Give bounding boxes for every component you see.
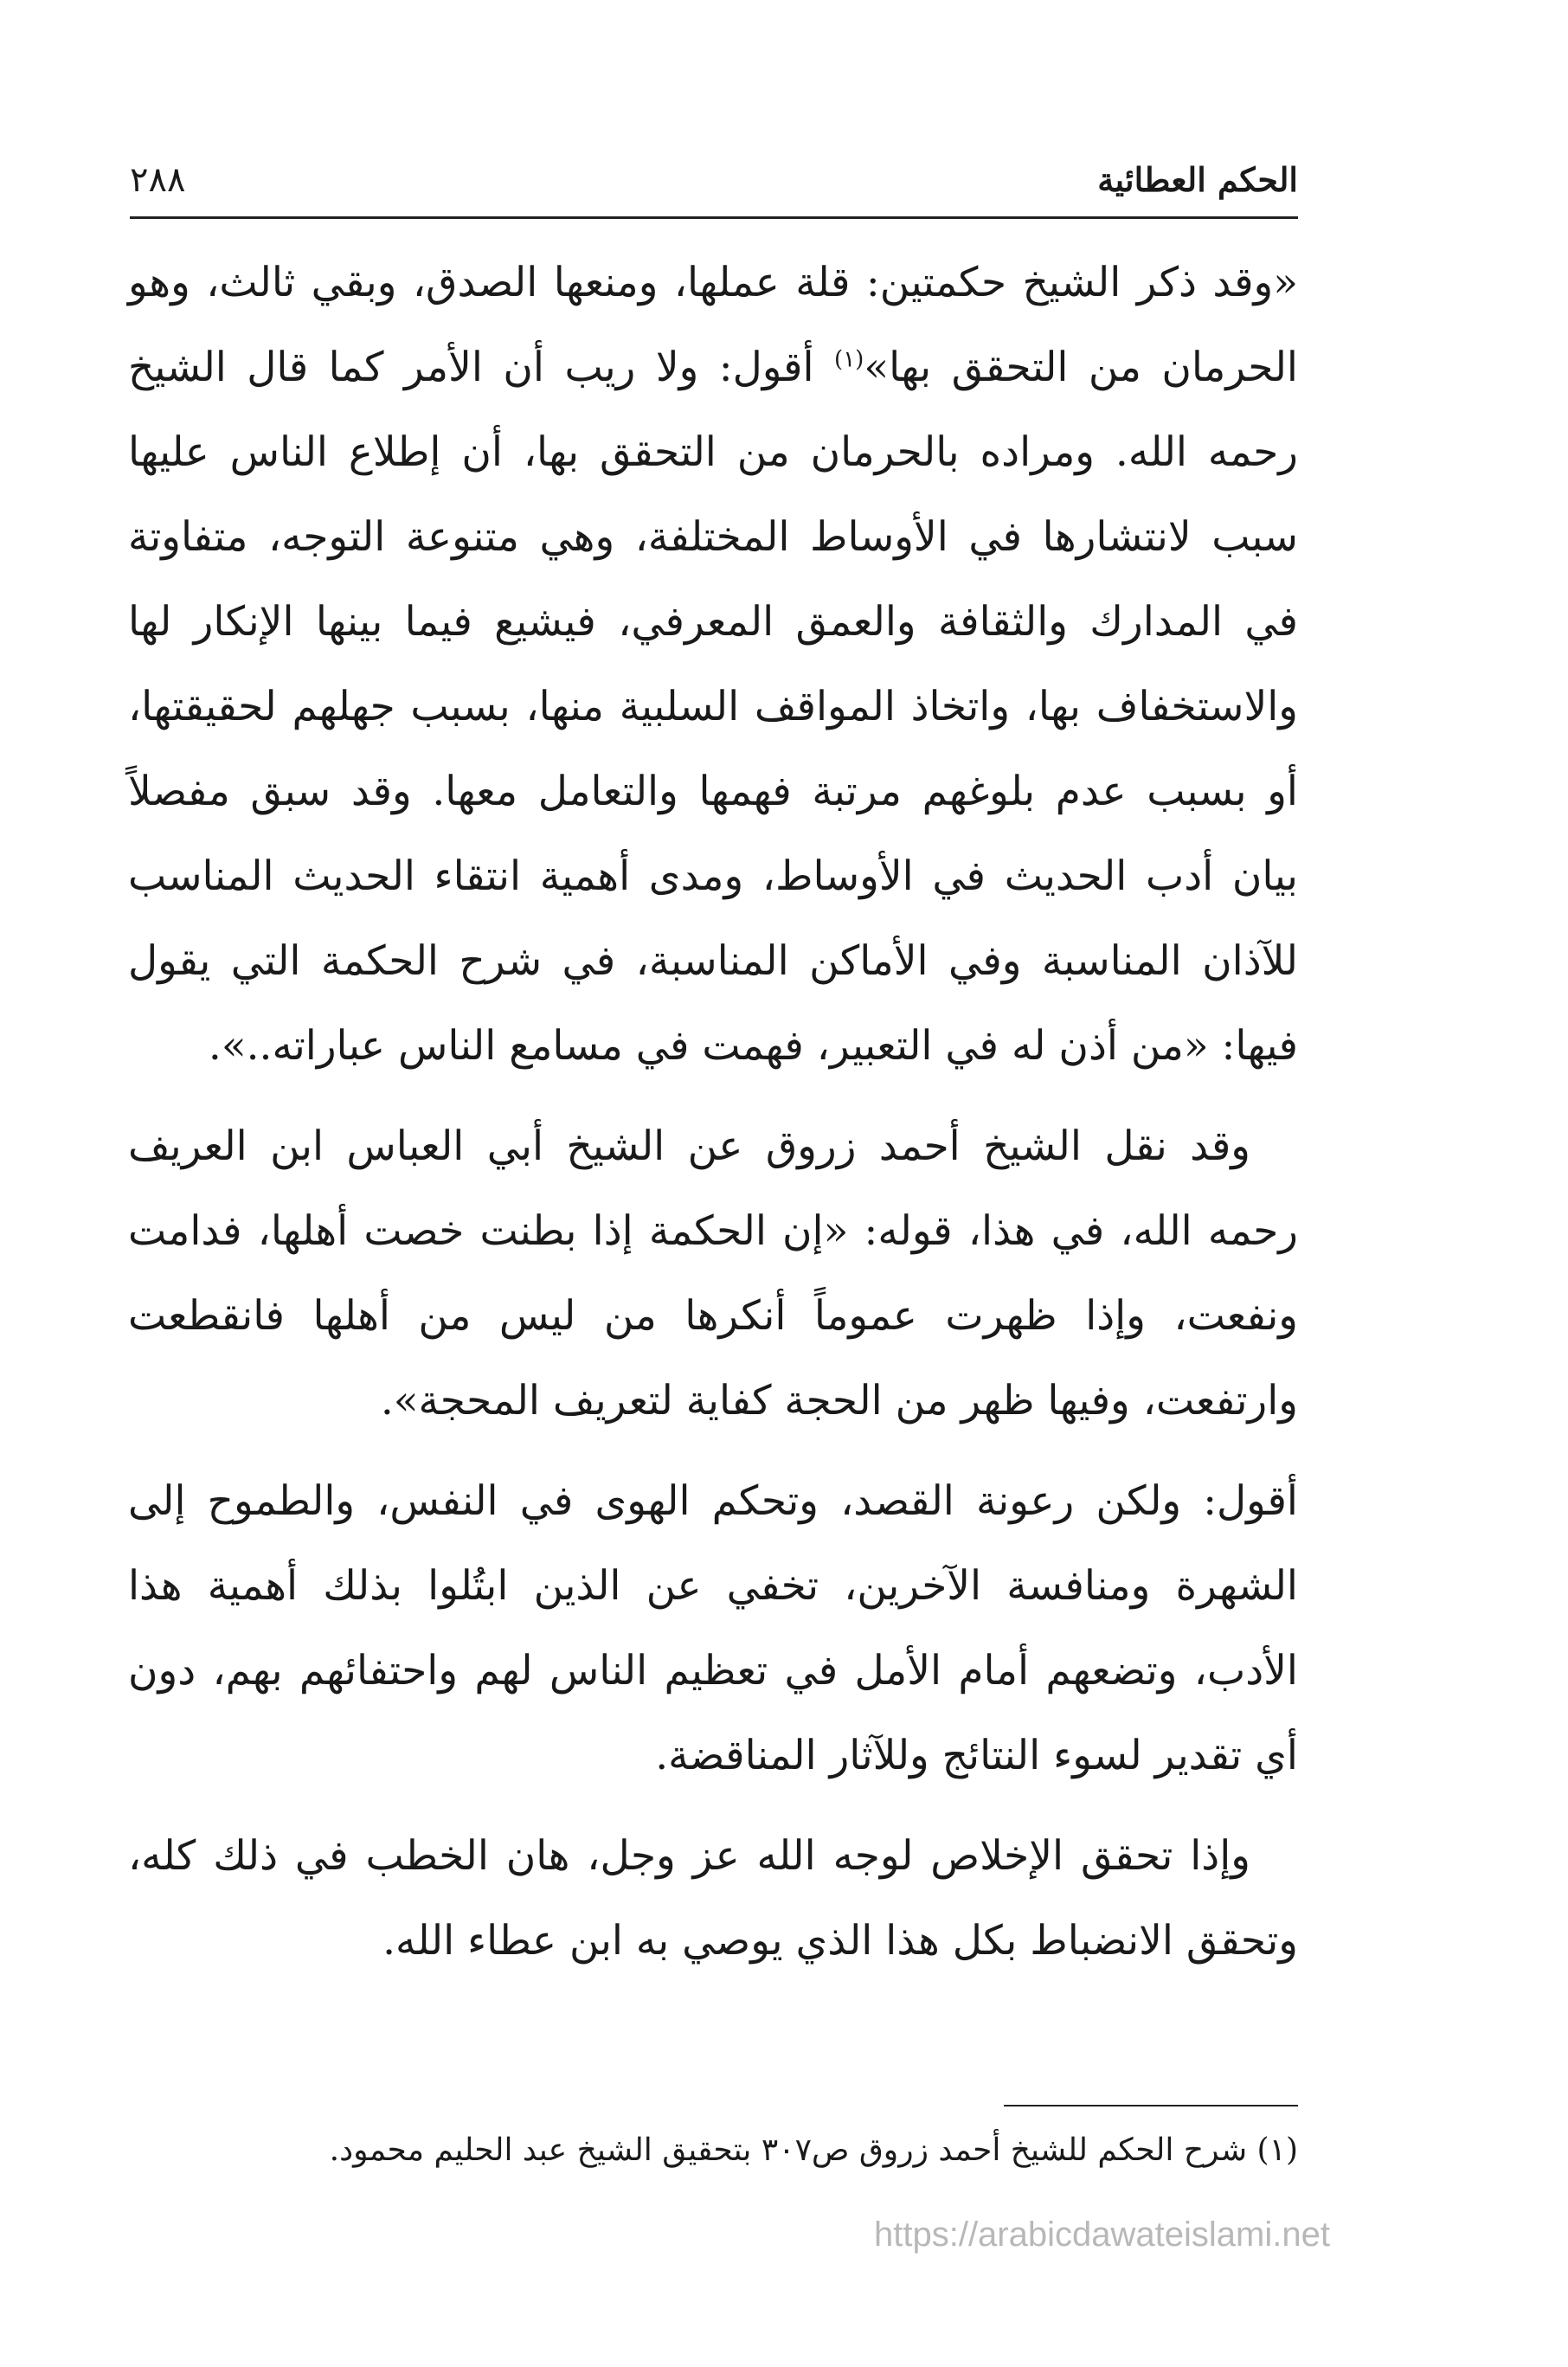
body-text — [128, 241, 1298, 1999]
watermark-url: https://arabicdawateislami.net — [874, 2216, 1330, 2254]
running-title: الحكم العطائية — [1097, 160, 1298, 199]
footnote-reference: (١) — [834, 346, 864, 373]
paragraph-1-quote: «وقد ذكر الشيخ حكمتين: قلة عملها، ومنعها الصدق، وبقي ثالث، وهو الحرمان من التحقق بها» — [128, 259, 1298, 391]
paragraph-3: أقول: ولكن رعونة القصد، وتحكم الهوى في النفس، والطموح إلى الشهرة ومنافسة الآخرين، تخفي عن الذين ابتُلوا بذلك أهمية هذا الأدب، وتضعهم أمام الأمل في تعظيم الناس لهم واحتفائهم بهم، دون أي تقدير لسوء النتائج وللآثار المناقضة. — [128, 1477, 1298, 1779]
footnote: (١) شرح الحكم للشيخ أحمد زروق ص٣٠٧ بتحقيق الشيخ عبد الحليم محمود. — [329, 2132, 1298, 2168]
paragraph-1 — [128, 241, 1298, 1089]
footnote-rule — [1004, 2105, 1298, 2107]
page-number: ٢٨٨ — [130, 160, 186, 200]
page-header — [130, 154, 1298, 215]
paragraph-4: وإذا تحقق الإخلاص لوجه الله عز وجل، هان الخطب في ذلك كله، وتحقق الانضباط بكل هذا الذي يوصي به ابن عطاء الله. — [128, 1832, 1298, 1965]
header-rule — [130, 216, 1298, 219]
paragraph-2: وقد نقل الشيخ أحمد زروق عن الشيخ أبي العباس ابن العريف رحمه الله، في هذا، قوله: «إن الحكمة إذا بطنت خصت أهلها، فدامت ونفعت، وإذا ظهرت عموماً أنكرها من ليس من أهلها فانقطعت وارتفعت، وفيها ظهر من الحجة كفاية لتعريف المحجة». — [128, 1122, 1298, 1425]
paragraph-1-text: أقول: ولا ريب أن الأمر كما قال الشيخ رحمه الله. ومراده بالحرمان من التحقق بها، أن إطلاع الناس عليها سبب لانتشارها في الأوساط المختلفة، وهي متنوعة التوجه، متفاوتة في المدارك والثقافة والعمق المعرفي، فيشيع فيما بينها الإنكار لها والاستخفاف بها، واتخاذ المواقف السلبية منها، بسبب جهلهم لحقيقتها، أو بسبب عدم بلوغهم مرتبة فهمها والتعامل معها. وقد سبق مفصلاً بيان أدب الحديث في الأوساط، ومدى أهمية انتقاء الحديث المناسب للآذان المناسبة وفي الأماكن المناسبة، في شرح الحكمة التي يقول فيها: «من أذن له في التعبير، فهمت في مسامع الناس عباراته..». — [128, 344, 1298, 1070]
